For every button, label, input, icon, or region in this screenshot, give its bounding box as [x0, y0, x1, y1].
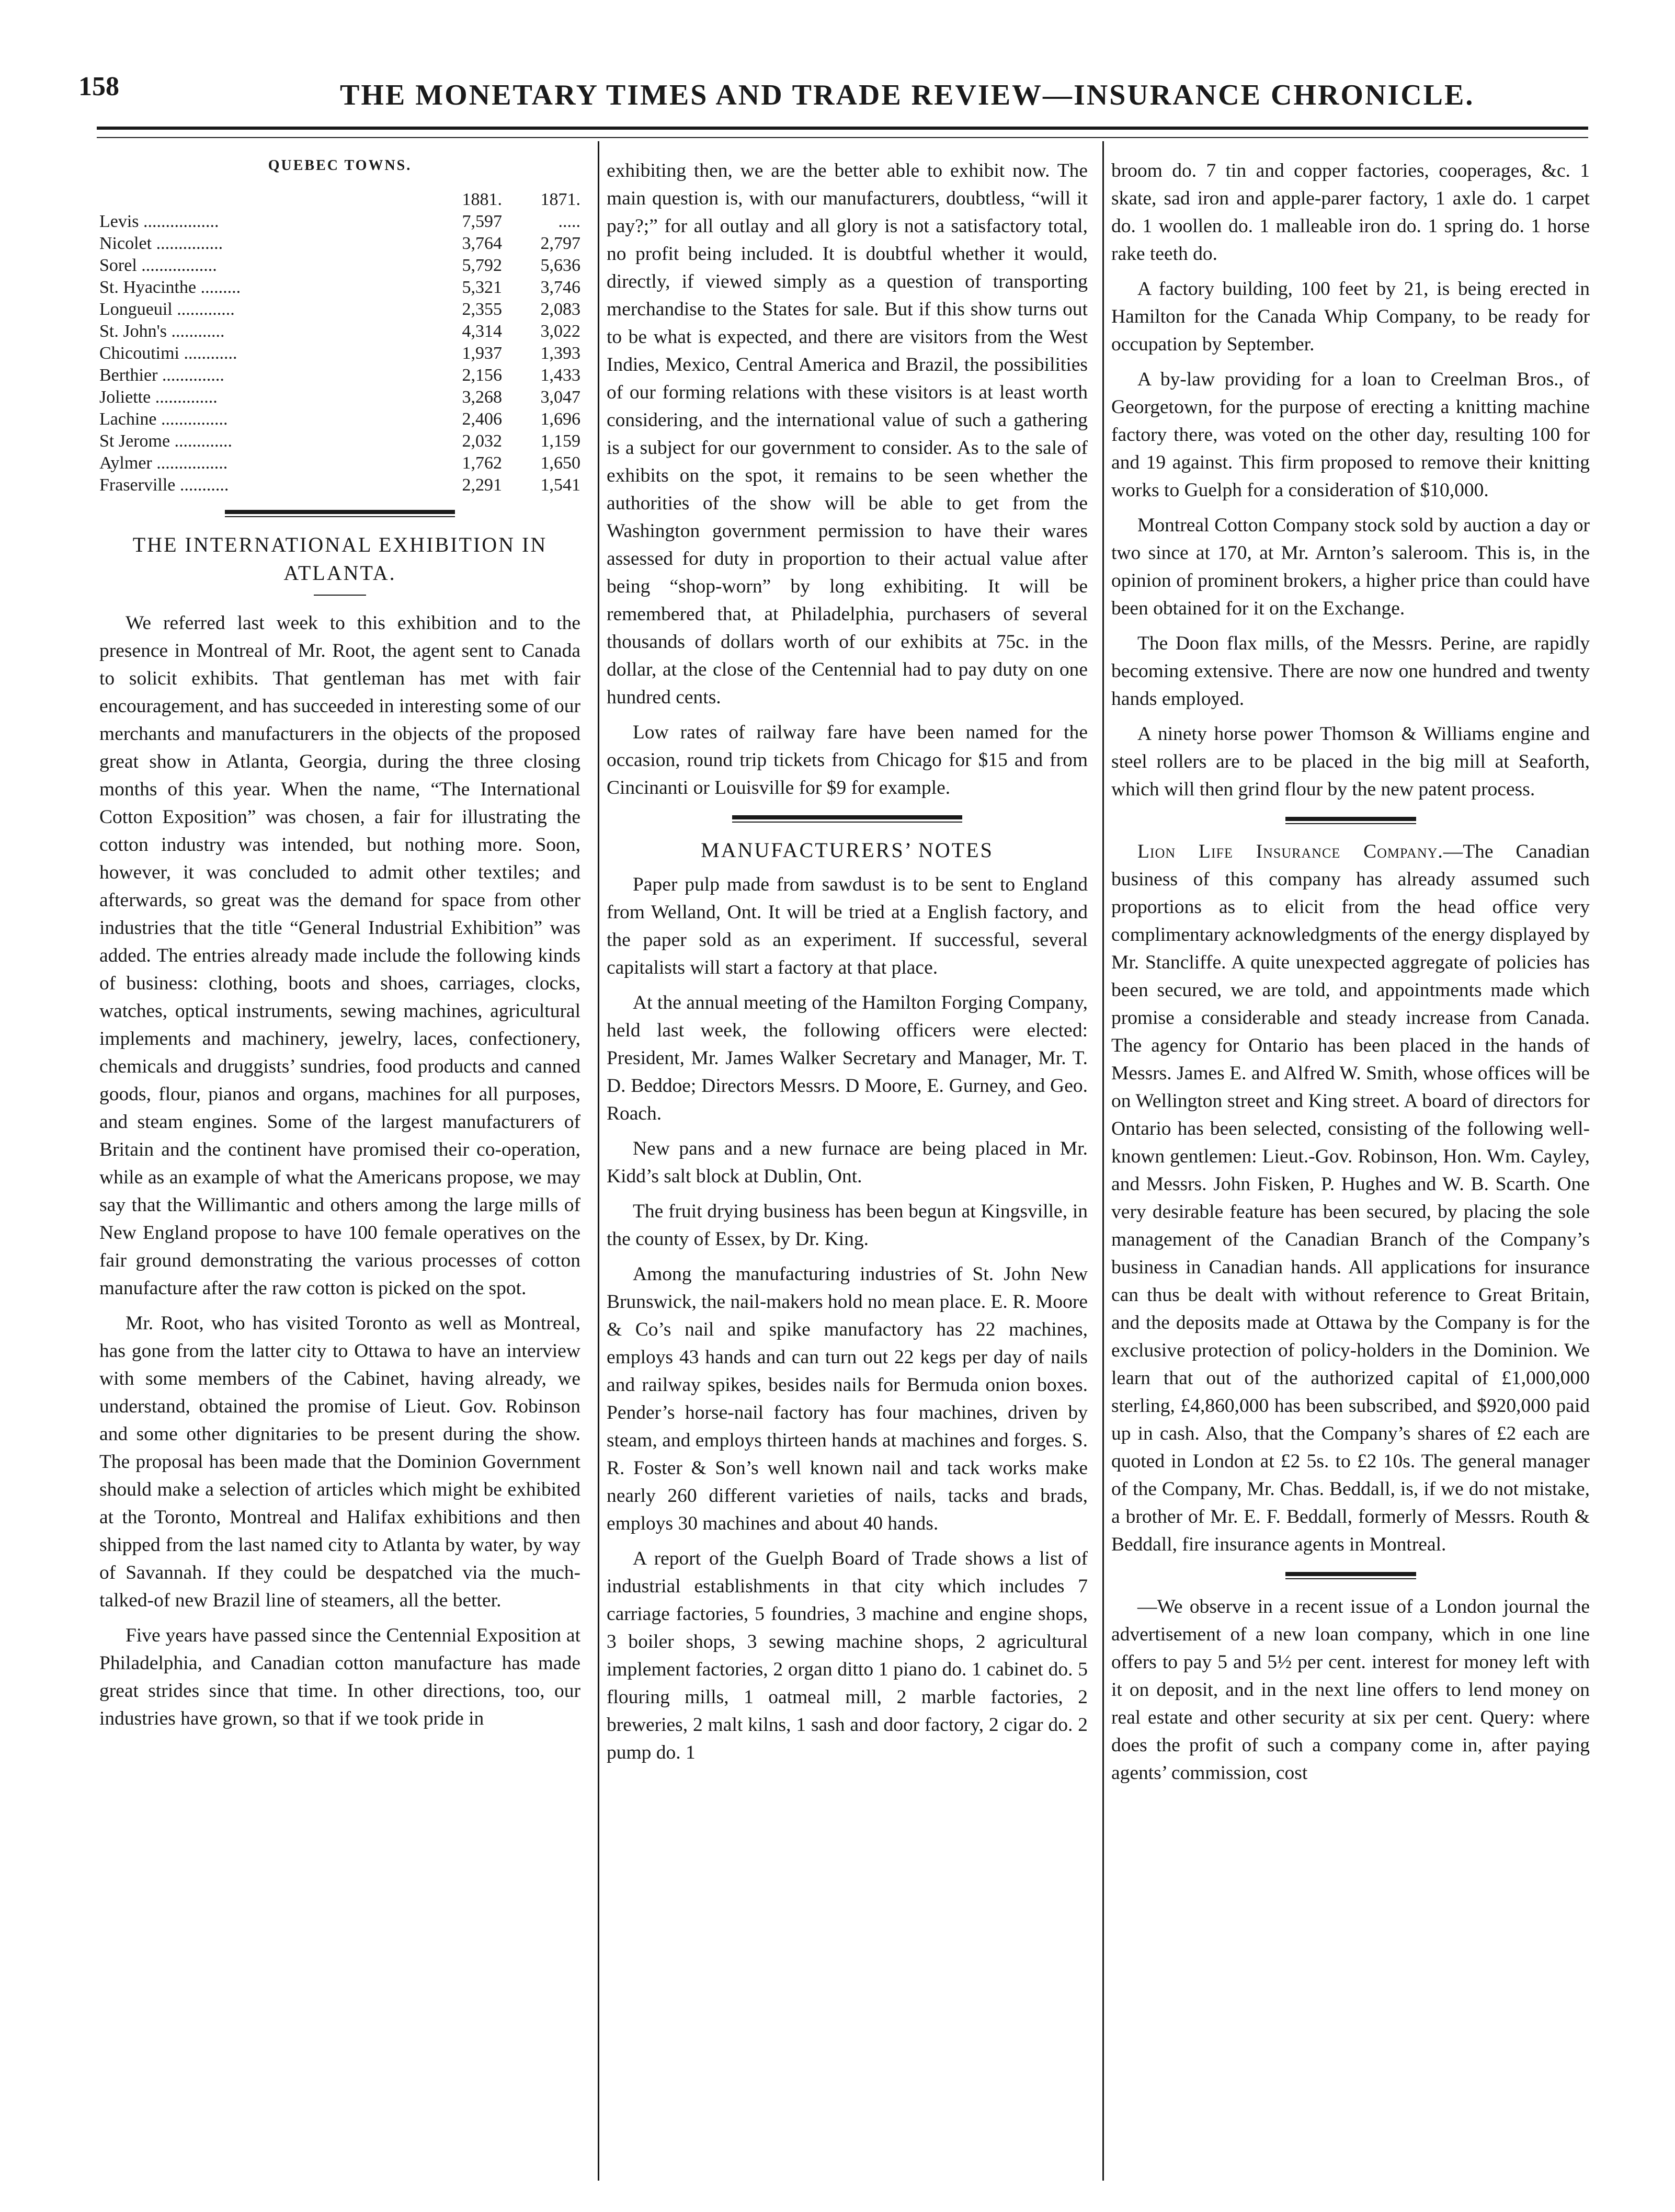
table-row [99, 299, 580, 321]
header-rule-thin [97, 137, 1588, 138]
towns-table-header [99, 189, 580, 211]
section-rule-thick [225, 510, 455, 514]
manufacturers-paragraph: A factory building, 100 feet by 21, is being erected in Hamilton for the Canada Whip Company, to be ready for occupation by September. [1111, 278, 1590, 355]
column-divider [598, 141, 599, 2181]
town-name: St. Hyacinthe ......... [99, 278, 241, 297]
manufacturers-heading: MANUFACTURERS’ NOTES [701, 838, 994, 862]
value-1871: 1,159 [540, 431, 580, 451]
manufacturers-paragraph: broom do. 7 tin and copper factories, cooperages, &c. 1 skate, sad iron and apple-parer factory, 1 axle do. 1 carpet do. 1 woollen do. 1 malleable iron do. 1 spring do. 1 horse rake teeth do. [1111, 160, 1590, 265]
table-row [99, 474, 580, 496]
town-name: Lachine ............... [99, 409, 228, 429]
value-1881: 4,314 [462, 322, 502, 341]
town-name: Berthier .............. [99, 366, 224, 385]
manufacturers-paragraph: Paper pulp made from sawdust is to be sent to England from Welland, Ont. It will be tried at a English factory, and the paper sold as an experiment. If successful, several capitalists will start a factory at that place. [607, 874, 1088, 978]
atlanta-paragraph: Five years have passed since the Centennial Exposition at Philadelphia, and Canadian cotton manufacture has made great strides since that time. In other directions, too, our industries have grown, so that if we took pride in [99, 1625, 580, 1729]
town-name: Chicoutimi ............ [99, 344, 237, 363]
value-1871: 5,636 [540, 256, 580, 275]
lion-paragraph [1111, 838, 1590, 1558]
header-rule [97, 127, 1588, 130]
masthead-title: THE MONETARY TIMES AND TRADE REVIEW—INSURANCE CHRONICLE. [340, 79, 1475, 111]
value-1871: 3,746 [540, 278, 580, 297]
value-1871: 1,696 [540, 409, 580, 429]
manufacturers-paragraph: The fruit drying business has been begun at Kingsville, in the county of Essex, by Dr. King. [607, 1201, 1088, 1250]
section-rule-thin [732, 822, 962, 823]
atlanta-paragraph: We referred last week to this exhibition and to the presence in Montreal of Mr. Root, the agent sent to Canada to solicit exhibits. That gentleman has met with fair encouragement, and has succeeded in interesting some of our merchants and manufacturers in the objects of the proposed great show in Atlanta, Georgia, during the three closing months of this year. When the name, “The International Cotton Exposition” was chosen, a fair for illustrating the cotton industry was intended, but nothing more. Soon, however, it was concluded to admit other textiles; and afterwards, so great was the demand for space from other industries that the title “General Industrial Exhibition” was added. The entries already made include the following kinds of business: clothing, boots and shoes, carriages, clocks, watches, optical instruments, sewing machines, agricultural implements and machinery, jewelry, laces, confectionery, chemicals and druggists’ sundries, food products and canned goods, flour, pianos and organs, machines for all purposes, and steam engines. Some of the largest manufacturers of Britain and the continent have promised their co-operation, while as an example of what the Americans propose, we may say that the Willimantic and others among the large mills of New England propose to have 100 female operatives on the fair ground demonstrating the various processes of cotton manufacture after the raw cotton is picked on the spot. [99, 612, 580, 1299]
section-rule-thin [1285, 1578, 1416, 1579]
value-1881: 3,764 [462, 234, 502, 253]
manufacturers-paragraph: Among the manufacturing industries of St. John New Brunswick, the nail-makers hold no mean place. E. R. Moore & Co’s nail and spike manufactory has 22 machines, employs 43 hands and can turn out 22 kegs per day of nails and railway spikes, besides nails for Bermuda onion boxes. Pender’s horse-nail factory has four machines, driven by steam, and employs thirteen hands at machines and forges. S. R. Foster & Son’s well known nail and tack works make nearly 260 different varieties of nails, tacks and brads, employs 30 machines and about 40 hands. [607, 1263, 1088, 1534]
town-name: Sorel ................. [99, 256, 217, 275]
column-divider [1102, 141, 1104, 2181]
atlanta-paragraph: Low rates of railway fare have been named for the occasion, round trip tickets from Chicago for $15 and from Cincinanti or Louisville for $9 for example. [607, 722, 1088, 799]
table-row [99, 277, 580, 299]
lion-text: —The Canadian business of this company has already assumed such proportions as to elicit from the head office very complimentary acknowledgments of the energy displayed by Mr. Stancliffe. A quite unexpected aggregate of policies has been secured, we are told, and appointments made which promise a considerable and steady increase from Canada. The agency for Ontario has been placed in the hands of Messrs. James E. and Alfred W. Smith, whose offices will be on Wellington street and King street. A board of directors for Ontario has been selected, consisting of the following well-known gentlemen: Lieut.-Gov. Robinson, Hon. Wm. Cayley, and Messrs. John Fisken, P. Hughes and W. B. Scarth. One very desirable feature has been secured, by placing the sole management of the Canadian Branch of the Company’s business in Canadian hands. All applications for insurance can thus be dealt with without reference to Great Britain, and the deposits made at Ottawa by the Company is for the exclusive protection of policy-holders in the Dominion. We learn that out of the authorized capital of £1,000,000 sterling, £4,860,000 has been subscribed, and $920,000 paid up in cash. Also, that the Company’s shares of £2 each are quoted in London at £2 5s. to £2 10s. The general manager of the Company, Mr. Chas. Beddall, is, if we do not mistake, a brother of Mr. E. F. Beddall, formerly of Messrs. Routh & Beddall, fire insurance agents in Montreal. [1111, 841, 1590, 1555]
value-1881: 2,406 [462, 409, 502, 429]
town-name: Levis ................. [99, 212, 219, 231]
value-1871: 1,433 [540, 366, 580, 385]
table-row [99, 386, 580, 408]
town-name: Aylmer ................ [99, 453, 228, 473]
atlanta-paragraph: exhibiting then, we are the better able to exhibit now. The main question is, with our manufacturers, doubtless, “will it pay?;” for all outlay and all glory is not a satisfactory total, no profit being included. It is doubtful whether it would, directly, if viewed simply as a question of transporting merchandise to the States for sale. But if this show turns out to be what is expected, and there are visitors from the West Indies, Mexico, Central America and Brazil, the possibilities of our forming relations with these visitors is at least worth considering, and the international value of such a gathering is a subject for our government to consider. As to the sale of exhibits on the spot, it remains to be seen whether the authorities of the show will be able to get from the Washington government permission to have their wares assessed for duty in proportion to their actual value after being “shop-worn” by long exhibiting. It will be remembered that, at Philadelphia, purchasers of several thousands of dollars worth of our exhibits at 75c. in the dollar, at the close of the Centennial had to pay duty on one hundred cents. [607, 160, 1088, 708]
col-1871: 1871. [540, 190, 580, 209]
value-1881: 1,762 [462, 453, 502, 473]
manufacturers-paragraph: A report of the Guelph Board of Trade shows a list of industrial establishments in that city which includes 7 carriage factories, 5 foundries, 3 machine and engine shops, 3 boiler shops, 3 sewing machine shops, 2 agricultural implement factories, 2 organ ditto 1 piano do. 1 cabinet do. 5 flouring mills, 1 oatmeal mill, 2 marble factories, 2 breweries, 2 malt kilns, 1 sash and door factory, 2 cigar do. 2 pump do. 1 [607, 1548, 1088, 1763]
town-name: St. John's ............ [99, 322, 225, 341]
value-1881: 3,268 [462, 387, 502, 407]
value-1881: 5,792 [462, 256, 502, 275]
section-rule-thin [1285, 823, 1416, 824]
table-row [99, 321, 580, 343]
column-2 [607, 157, 1088, 1774]
atlanta-heading: THE INTERNATIONAL EXHIBITION IN ATLANTA. [132, 533, 548, 585]
value-1871: 3,022 [540, 322, 580, 341]
col-1881: 1881. [462, 190, 502, 209]
value-1871: 1,541 [540, 475, 580, 495]
value-1871: 3,047 [540, 387, 580, 407]
atlanta-paragraph: Mr. Root, who has visited Toronto as well as Montreal, has gone from the latter city to Ottawa to have an interview with some members of the Cabinet, having already, we understand, obtained the promise of Lieut. Gov. Robinson and some other dignitaries to be present during the show. The proposal has been made that the Dominion Government should make a selection of articles which might be exhibited at the Toronto, Montreal and Halifax exhibitions and then shipped from the last named city to Atlanta by water, by way of Savannah. If they could be despatched via the much-talked-of new Brazil line of steamers, all the better. [99, 1313, 580, 1611]
towns-table [99, 189, 580, 496]
value-1871: 1,650 [540, 453, 580, 473]
column-1 [99, 146, 580, 1740]
table-row [99, 255, 580, 277]
value-1881: 2,355 [462, 300, 502, 319]
table-row [99, 364, 580, 386]
value-1881: 2,291 [462, 475, 502, 495]
manufacturers-paragraph: The Doon flax mills, of the Messrs. Perine, are rapidly becoming extensive. There are now one hundred and twenty hands employed. [1111, 633, 1590, 710]
heading-underline [314, 595, 366, 596]
section-rule-thick [732, 815, 962, 819]
loan-paragraph: —We observe in a recent issue of a London journal the advertisement of a new loan company, which in one line offers to pay 5 and 5½ per cent. interest for money left with it on deposit, and in the next line offers to lend money on real estate and other security at six per cent. Query: where does the profit of such a company come in, after paying agents’ commission, cost [1111, 1596, 1590, 1784]
table-row [99, 343, 580, 364]
lion-lead: Lion Life Insurance Company. [1137, 841, 1443, 862]
manufacturers-paragraph: A ninety horse power Thomson & Williams engine and steel rollers are to be placed in the big mill at Seaforth, which will then grind flour by the new patent process. [1111, 723, 1590, 800]
town-name: Joliette .............. [99, 387, 218, 407]
page-number: 158 [78, 72, 119, 101]
section-rule-thick [1285, 1572, 1416, 1576]
town-name: Nicolet ............... [99, 234, 223, 253]
manufacturers-paragraph: Montreal Cotton Company stock sold by auction a day or two since at 170, at Mr. Arnton’s saleroom. This is, in the opinion of prominent brokers, a higher price than could have been obtained for it on the Exchange. [1111, 515, 1590, 619]
table-row [99, 452, 580, 474]
town-name: St Jerome ............. [99, 431, 233, 451]
column-3 [1111, 157, 1590, 1794]
town-name: Fraserville ........... [99, 475, 229, 495]
section-rule-thin [225, 516, 455, 517]
towns-table-title: QUEBEC TOWNS. [268, 157, 412, 174]
value-1881: 5,321 [462, 278, 502, 297]
manufacturers-paragraph: A by-law providing for a loan to Creelman Bros., of Georgetown, for the purpose of erecting a knitting machine factory there, was voted on the other day, resulting 100 for and 19 against. This firm proposed to remove their knitting works to Guelph for a consideration of $10,000. [1111, 369, 1590, 501]
table-row [99, 233, 580, 255]
town-name: Longueuil ............. [99, 300, 235, 319]
table-row [99, 211, 580, 233]
value-1881: 2,156 [462, 366, 502, 385]
table-row [99, 430, 580, 452]
section-rule-thick [1285, 817, 1416, 821]
manufacturers-paragraph: New pans and a new furnace are being placed in Mr. Kidd’s salt block at Dublin, Ont. [607, 1138, 1088, 1187]
value-1871: 2,797 [540, 234, 580, 253]
value-1871: ..... [558, 212, 580, 231]
value-1881: 1,937 [462, 344, 502, 363]
manufacturers-paragraph: At the annual meeting of the Hamilton Forging Company, held last week, the following officers were elected: President, Mr. James Walker Secretary and Manager, Mr. T. D. Beddoe; Directors Messrs. D Moore, E. Gurney, and Geo. Roach. [607, 992, 1088, 1124]
value-1881: 2,032 [462, 431, 502, 451]
value-1871: 1,393 [540, 344, 580, 363]
table-row [99, 408, 580, 430]
value-1871: 2,083 [540, 300, 580, 319]
value-1881: 7,597 [462, 212, 502, 231]
